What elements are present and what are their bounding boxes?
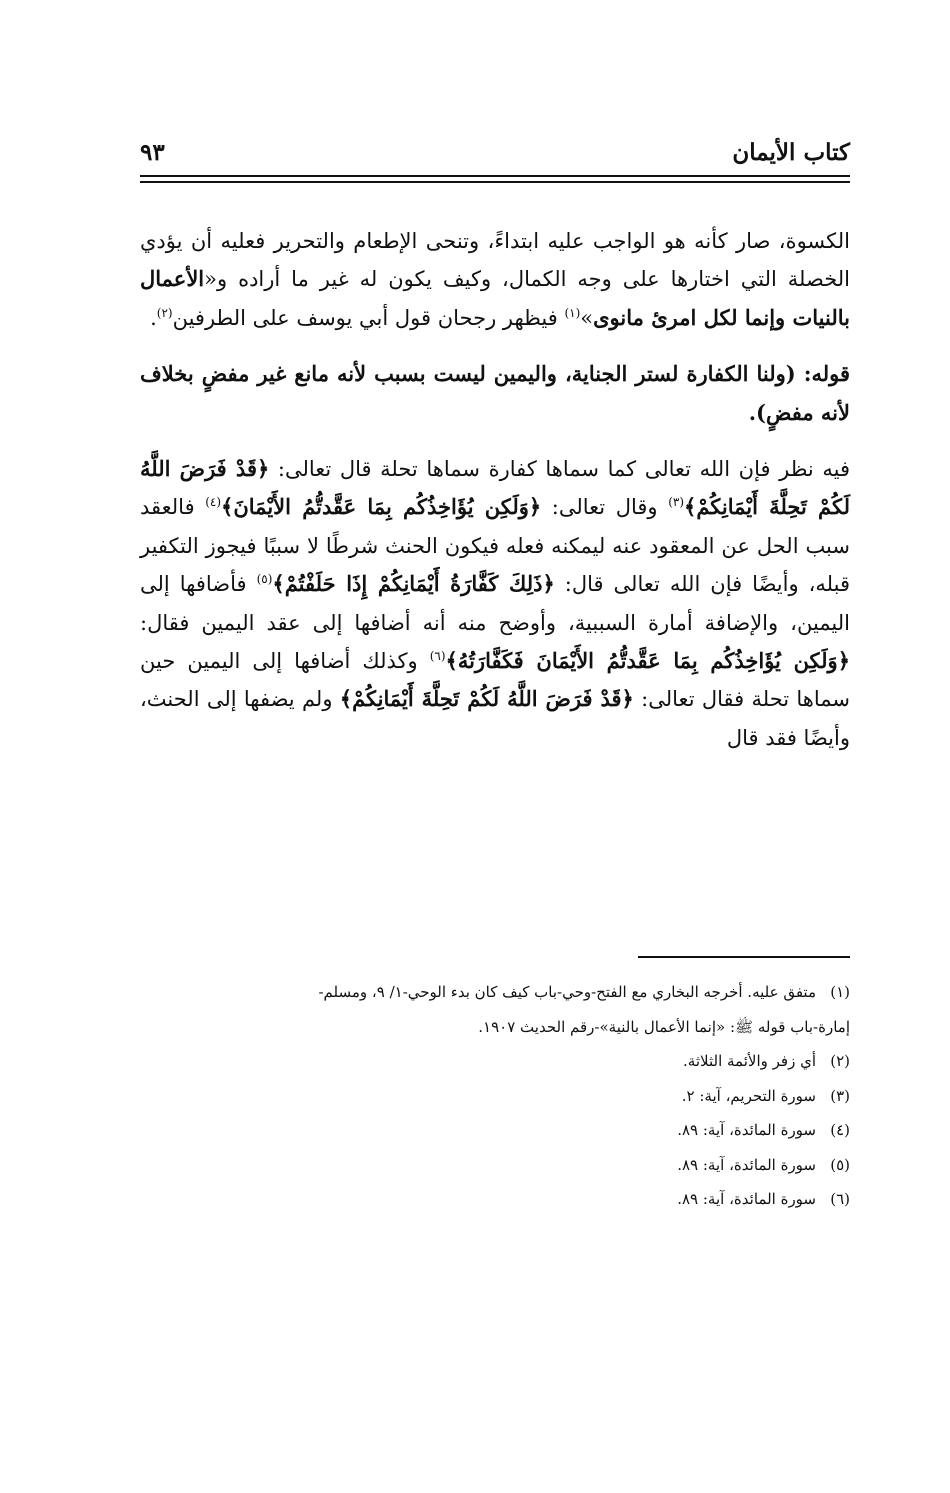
page-header	[140, 132, 850, 172]
footnote	[140, 1148, 850, 1183]
text-run: فيظهر رجحان قول أبي يوسف على الطرفين	[172, 305, 565, 330]
footnote-marker: (٥)	[256, 572, 273, 587]
footnote-marker: (٦)	[429, 649, 446, 664]
footnote	[140, 1182, 850, 1217]
footnote-number: (٣)	[830, 1086, 850, 1105]
footnote-number: (٢)	[830, 1052, 850, 1070]
text-run: فأضافها إلى اليمين، والإضافة أمارة السببية، وأوضح منه أنه أضافها إلى عقد اليمين فقال:	[140, 572, 850, 635]
chapter-title: كتاب الأيمان	[732, 138, 850, 166]
quran-verse: ﴿قَدْ فَرَضَ اللَّهُ لَكُمْ تَحِلَّةَ أَيْمَانِكُمْ﴾	[140, 456, 850, 520]
footnote	[140, 1079, 850, 1114]
footnote	[140, 1113, 850, 1148]
footnote-number: (٥)	[830, 1155, 850, 1174]
text-run: الكسوة، صار كأنه هو الواجب عليه ابتداءً، وتنحى الإطعام والتحرير فعليه أن يؤدي الخصلة التي اختارها على وجه الكمال، وكيف يكون له غير ما أراده و«	[140, 229, 850, 292]
paragraph-quote	[140, 355, 850, 432]
footnote-text: سورة المائدة، آية: ٨٩.	[677, 1155, 816, 1174]
text-run: وكذلك أضافها إلى اليمين حين سماها تحلة فقال تعالى:	[140, 649, 851, 712]
text-run: فالعقد سبب الحل عن المعقود عنه ليمكنه فعله فيكون الحنث شرطًا لا سببًا فيجوز التكفير قبله، وأيضًا فإن الله تعالى قال:	[140, 495, 850, 597]
footnote-text: سورة المائدة، آية: ٨٩.	[677, 1121, 816, 1139]
text-run: »	[580, 305, 594, 330]
footnote-marker: (١)	[564, 305, 581, 320]
paragraph	[140, 222, 850, 337]
footnotes	[140, 975, 850, 1217]
footnote-number: (٤)	[830, 1121, 850, 1139]
bold-text: قوله: (ولنا الكفارة لستر الجناية، واليمين ليست بسبب لأنه مانع غير مفضٍ بخلاف لأنه مفضٍ).	[140, 361, 850, 425]
quran-verse: ﴿ذَلِكَ كَفَّارَةُ أَيْمَانِكُمْ إِذَا حَلَفْتُمْ﴾	[272, 571, 555, 597]
footnote-marker: (٣)	[668, 495, 685, 510]
quran-verse: ﴿وَلَكِن يُؤَاخِذُكُم بِمَا عَقَّدتُّمُ الأَيْمَانَ﴾	[221, 494, 542, 520]
footnote-text: متفق عليه. أخرجه البخاري مع الفتح-وحي-باب كيف كان بدء الوحي-١/ ٩، ومسلم-	[318, 983, 816, 1001]
footnote-continuation: إمارة-باب قوله ﷺ: «إنما الأعمال بالنية»-رقم الحديث ١٩٠٧.	[478, 1017, 850, 1036]
main-text	[140, 222, 850, 757]
bold-text: الأعمال بالنيات وإنما لكل امرئ مانوى	[140, 266, 850, 330]
header-rule-bottom	[140, 181, 850, 183]
text-run: ولم يضفها إلى الحنث، وأيضًا فقد قال	[140, 687, 850, 750]
footnote-separator	[638, 956, 850, 958]
header-rule-top	[140, 175, 850, 177]
text-run: .	[150, 305, 157, 330]
footnote-marker: (٢)	[156, 305, 173, 320]
footnote-text: أي زفر والأئمة الثلاثة.	[683, 1052, 816, 1070]
quran-verse: ﴿وَلَكِن يُؤَاخِذُكُم بِمَا عَقَّدتُّمُ الأَيْمَانَ فَكَفَّارَتُهُ﴾	[445, 648, 850, 674]
footnote	[140, 1044, 850, 1079]
footnote-number: (٦)	[830, 1190, 850, 1208]
paragraph	[140, 450, 850, 757]
footnote-marker: (٤)	[205, 495, 222, 510]
text-run: وقال تعالى:	[541, 495, 669, 520]
footnote-number: (١)	[830, 983, 850, 1001]
quran-verse: ﴿قَدْ فَرَضَ اللَّهُ لَكُمْ تَحِلَّةَ أَيْمَانِكُمْ﴾	[339, 686, 634, 712]
footnote-text: سورة المائدة، آية: ٨٩.	[677, 1190, 816, 1208]
page-number: ٩٣	[140, 138, 165, 166]
footnote	[140, 975, 850, 1010]
text-run: فيه نظر فإن الله تعالى كما سماها كفارة سماها تحلة قال تعالى:	[269, 457, 851, 482]
footnote-text: سورة التحريم، آية: ٢.	[681, 1086, 816, 1105]
